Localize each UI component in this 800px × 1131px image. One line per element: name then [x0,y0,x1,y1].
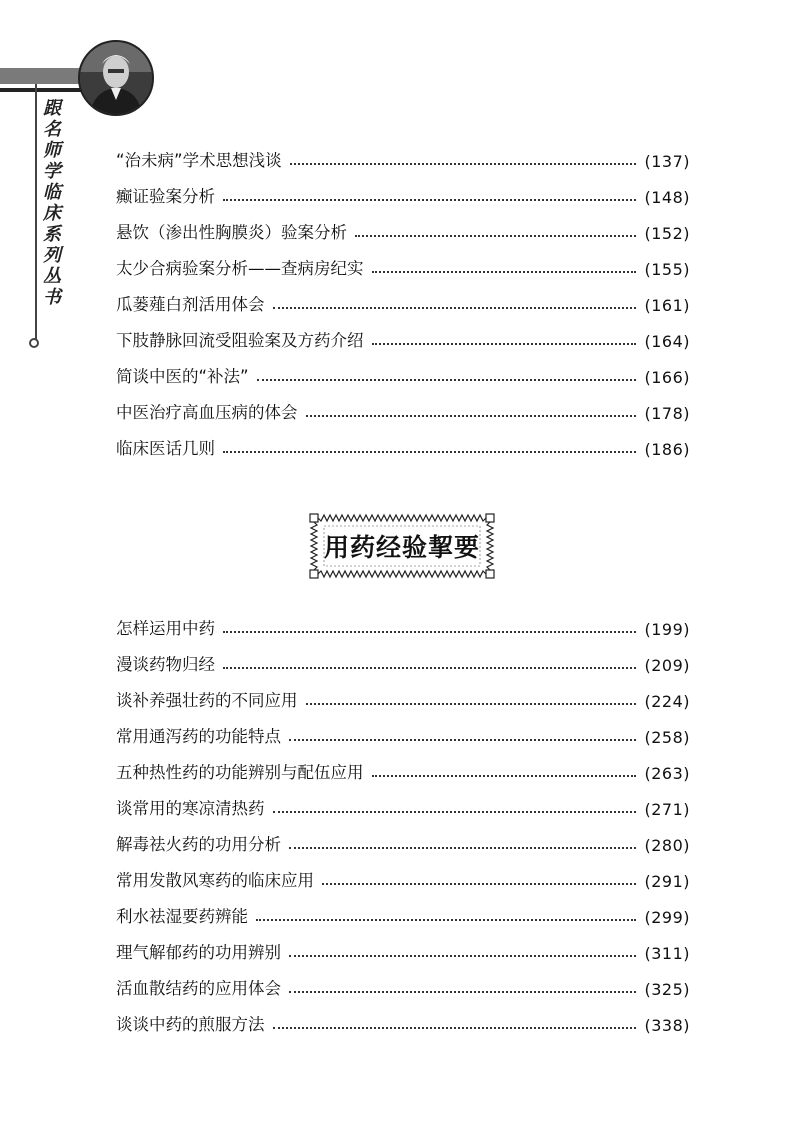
toc-entry[interactable] [116,649,690,675]
toc-entry-title: 临床医话几则 [116,439,215,458]
toc-entry-page: (148) [644,188,690,207]
toc-entry[interactable] [116,865,690,891]
toc-entry[interactable] [116,145,690,171]
toc-dot-leader [355,235,636,237]
toc-dot-leader [372,271,637,273]
toc-entry[interactable] [116,217,690,243]
toc-entry-title: 瓜蒌薤白剂活用体会 [116,295,265,314]
toc-entry-title: 下肢静脉回流受阻验案及方药介绍 [116,331,364,350]
toc-entry[interactable] [116,181,690,207]
toc-entry[interactable] [116,325,690,351]
series-side-rule [35,84,37,340]
toc-entry-title: “治未病”学术思想浅谈 [116,151,282,170]
toc-entry-page: (280) [644,836,690,855]
toc-entry-title: 癫证验案分析 [116,187,215,206]
toc-entry[interactable] [116,757,690,783]
toc-entry[interactable] [116,973,690,999]
toc-entry-title: 太少合病验案分析——查病房纪实 [116,259,364,278]
toc-entry[interactable] [116,361,690,387]
author-portrait [78,40,154,116]
toc-entry-page: (209) [644,656,690,675]
toc-entry-page: (199) [644,620,690,639]
toc-entry-page: (224) [644,692,690,711]
toc-entry-title: 谈常用的寒凉清热药 [116,799,265,818]
toc-dot-leader [257,379,637,381]
toc-entry-page: (325) [644,980,690,999]
toc-dot-leader [273,1027,637,1029]
toc-entry[interactable] [116,613,690,639]
toc-dot-leader [372,775,637,777]
toc-dot-leader [289,739,636,741]
toc-entry-title: 解毒祛火药的功用分析 [116,835,281,854]
toc-entry-title: 简谈中医的“补法” [116,367,249,386]
toc-dot-leader [223,451,636,453]
toc-entry-title: 中医治疗高血压病的体会 [116,403,298,422]
toc-entry[interactable] [116,289,690,315]
toc-entry[interactable] [116,253,690,279]
toc-entry-title: 活血散结药的应用体会 [116,979,281,998]
toc-entry-page: (161) [644,296,690,315]
toc-dot-leader [223,631,636,633]
toc-entry-page: (178) [644,404,690,423]
section-heading: 用药经验挈要 [323,533,480,562]
toc-entry[interactable] [116,793,690,819]
toc-entry-title: 悬饮（渗出性胸膜炎）验案分析 [116,223,347,242]
toc-dot-leader [372,343,637,345]
toc-dot-leader [306,703,637,705]
toc-dot-leader [306,415,637,417]
toc-entry-page: (271) [644,800,690,819]
toc-entry-page: (166) [644,368,690,387]
toc-entry-page: (338) [644,1016,690,1035]
toc-entry[interactable] [116,937,690,963]
toc-entry-title: 谈谈中药的煎服方法 [116,1015,265,1034]
toc-dot-leader [256,919,636,921]
toc-entry-title: 漫谈药物归经 [116,655,215,674]
toc-dot-leader [290,163,637,165]
toc-entry-page: (186) [644,440,690,459]
toc-entry-page: (258) [644,728,690,747]
toc-entry[interactable] [116,721,690,747]
toc-dot-leader [273,307,637,309]
toc-entry-page: (311) [644,944,690,963]
series-side-rule-end [29,338,39,348]
toc-entry-page: (152) [644,224,690,243]
toc-dot-leader [273,811,637,813]
toc-dot-leader [223,667,636,669]
toc-entry-title: 利水祛湿要药辨能 [116,907,248,926]
toc-entry-title: 五种热性药的功能辨别与配伍应用 [116,763,364,782]
toc-entry[interactable] [116,433,690,459]
toc-dot-leader [223,199,636,201]
toc-dot-leader [322,883,636,885]
toc-entry[interactable] [116,397,690,423]
toc-entry-title: 常用发散风寒药的临床应用 [116,871,314,890]
toc-entry[interactable] [116,1009,690,1035]
toc-entry-page: (263) [644,764,690,783]
toc-entry[interactable] [116,829,690,855]
toc-entry-title: 怎样运用中药 [116,619,215,638]
toc-entry[interactable] [116,685,690,711]
toc-entry-title: 谈补养强壮药的不同应用 [116,691,298,710]
toc-entry-page: (155) [644,260,690,279]
toc-entry-page: (164) [644,332,690,351]
toc-entry-title: 理气解郁药的功用辨别 [116,943,281,962]
toc-entry-page: (299) [644,908,690,927]
series-title: 跟名师学临床系列丛书 [40,98,61,308]
toc-entry-page: (291) [644,872,690,891]
toc-dot-leader [289,847,636,849]
toc-entry[interactable] [116,901,690,927]
toc-entry-page: (137) [644,152,690,171]
toc-dot-leader [289,955,636,957]
toc-entry-title: 常用通泻药的功能特点 [116,727,281,746]
section-heading-frame [308,512,496,580]
toc-dot-leader [289,991,636,993]
